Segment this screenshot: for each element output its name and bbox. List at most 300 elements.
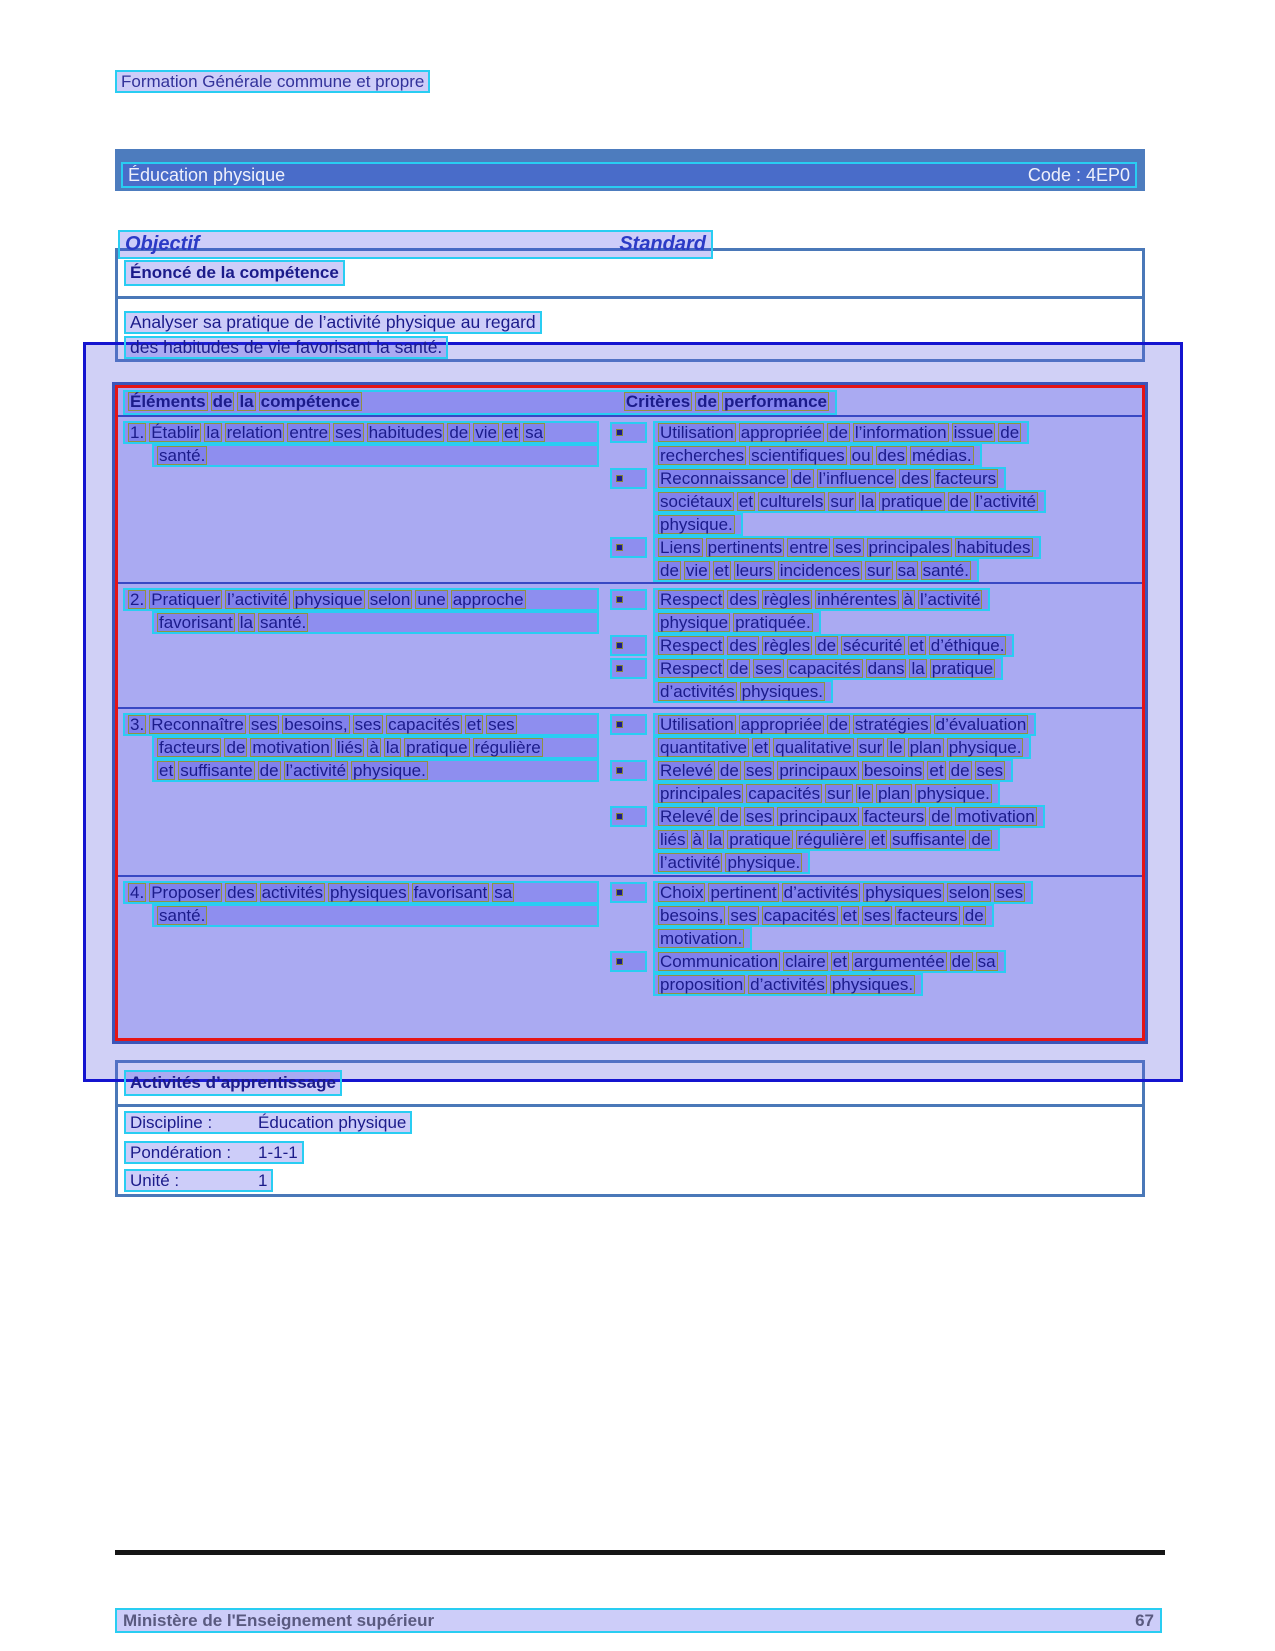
word-box: l’activité (227, 590, 288, 609)
criteria-item (610, 657, 1136, 703)
word-box: de (697, 392, 718, 411)
word-box: médias. (912, 446, 972, 465)
line-strip (152, 611, 599, 634)
activites-divider (118, 1104, 1142, 1107)
word-box: d’activités (750, 975, 825, 994)
bullet-strip (610, 760, 647, 781)
word-box: inhérentes (817, 590, 897, 609)
bullet-strip (610, 951, 647, 972)
word-box: vie (685, 561, 708, 580)
word-box: Respect (660, 659, 723, 678)
bullet-icon (616, 642, 623, 649)
word-box: proposition (660, 975, 744, 994)
bullet-icon (616, 958, 623, 965)
criteria-line (653, 950, 1006, 973)
bullet-strip (610, 658, 647, 679)
line-strip (653, 805, 1045, 828)
word-box: stratégies (854, 715, 929, 734)
word-box: plan (877, 784, 911, 803)
criteria-line (653, 513, 1046, 536)
bullet-icon (616, 721, 623, 728)
word-box: facteurs (935, 469, 997, 488)
element-line (152, 904, 599, 927)
bullet-strip (610, 714, 647, 735)
word-box: physique (294, 590, 363, 609)
word-box: Utilisation (660, 715, 734, 734)
word-box: appropriée (740, 423, 822, 442)
enonce-heading: Énoncé de la compétence (124, 260, 345, 286)
word-box: relation (226, 423, 283, 442)
line-strip (152, 444, 599, 467)
word-box: de (964, 906, 984, 925)
word-box: des (729, 636, 757, 655)
word-box: physiques (330, 883, 407, 902)
criteria-line (653, 611, 990, 634)
word-box: et (832, 952, 847, 971)
word-box: 3. (130, 715, 145, 734)
criteria-line (653, 421, 1029, 444)
word-box: régulière (797, 830, 864, 849)
criteria-lines (653, 467, 1046, 536)
word-box: leurs (735, 561, 773, 580)
word-box: l’influence (818, 469, 895, 488)
element-line (123, 881, 599, 904)
word-box: ses (996, 883, 1023, 902)
word-box: ses (755, 659, 782, 678)
word-box: pratique (881, 492, 943, 511)
field-value: Éducation physique (258, 1113, 407, 1132)
field-value: 1 (258, 1171, 268, 1190)
word-box: de (719, 807, 739, 826)
word-box: ou (851, 446, 871, 465)
bullet-strip (610, 422, 647, 443)
activites-box (115, 1060, 1145, 1197)
word-box: de (729, 659, 749, 678)
criteria-line (653, 490, 1046, 513)
word-box: quantitative (660, 738, 747, 757)
criteria-item (610, 759, 1136, 805)
criteria-lines (653, 759, 1013, 805)
word-box: besoins, (284, 715, 348, 734)
word-box: compétence (260, 392, 360, 411)
word-box: pratique (729, 830, 791, 849)
footer-ministry: Ministère de l'Enseignement supérieur (123, 1610, 435, 1630)
line-strip (653, 588, 990, 611)
criteria-line (653, 713, 1036, 736)
word-box: besoins, (660, 906, 724, 925)
word-box: de (828, 715, 848, 734)
word-box: physiques. (831, 975, 914, 994)
element-cell (118, 881, 607, 1038)
column-header-criteres (624, 392, 832, 413)
table-row (118, 709, 1142, 877)
word-box: de (259, 761, 279, 780)
line-strip (653, 759, 1013, 782)
criteria-item (610, 421, 1136, 467)
word-box: et (753, 738, 769, 757)
criteria-line (653, 680, 1003, 703)
line-strip (123, 588, 599, 611)
line-strip (653, 513, 743, 536)
word-box: 2. (130, 590, 145, 609)
word-box: motivation (957, 807, 1035, 826)
word-box: la (708, 830, 723, 849)
word-box: sa (897, 561, 916, 580)
word-box: entre (289, 423, 329, 442)
field-ponderation (124, 1141, 304, 1164)
word-box: la (860, 492, 875, 511)
word-box: d’évaluation (935, 715, 1027, 734)
enonce-line: Analyser sa pratique de l’activité physique au regard (124, 311, 542, 334)
word-box: l’activité (285, 761, 347, 780)
word-box: entre (789, 538, 829, 557)
word-box: sécurité (843, 636, 903, 655)
element-cell (118, 421, 607, 582)
criteria-line (653, 657, 1003, 680)
word-box: facteurs (897, 906, 958, 925)
line-strip (653, 851, 810, 874)
footer-rule (115, 1550, 1165, 1555)
element-line (152, 759, 599, 782)
course-title: Éducation physique (128, 164, 286, 185)
word-box: sa (977, 952, 996, 971)
word-box: Respect (660, 636, 723, 655)
word-box: ses (730, 906, 757, 925)
word-box: besoins (863, 761, 923, 780)
element-line (123, 421, 599, 444)
word-box: capacités (388, 715, 460, 734)
field-unite (124, 1169, 273, 1192)
word-box: habitudes (368, 423, 443, 442)
criteria-lines (653, 805, 1045, 874)
word-box: la (239, 392, 254, 411)
enonce-divider (118, 296, 1142, 299)
word-box: physique. (917, 784, 990, 803)
word-box: une (417, 590, 446, 609)
bullet-icon (616, 544, 623, 551)
word-box: culturels (760, 492, 824, 511)
title-bar-strip (121, 162, 1137, 188)
criteria-lines (653, 634, 1014, 657)
word-box: dans (867, 659, 905, 678)
element-line (152, 611, 599, 634)
word-box: plan (909, 738, 942, 757)
word-box: de (212, 392, 233, 411)
field-label: Unité : (130, 1171, 180, 1190)
table-row (118, 584, 1142, 709)
word-box: Pratiquer (151, 590, 221, 609)
word-box: d’éthique. (930, 636, 1005, 655)
criteria-item (610, 805, 1136, 874)
line-strip (653, 421, 1029, 444)
word-box: la (385, 738, 400, 757)
column-header-elements (128, 392, 365, 413)
line-strip (653, 444, 982, 467)
word-box: principales (868, 538, 950, 557)
word-box: Critères (625, 392, 691, 411)
word-box: et (714, 561, 729, 580)
word-box: Respect (660, 590, 723, 609)
word-box: ses (250, 715, 278, 734)
word-box: à (369, 738, 379, 757)
criteria-lines (653, 588, 990, 634)
word-box: ses (745, 761, 773, 780)
bullet-strip (610, 806, 647, 827)
word-box: règles (763, 590, 811, 609)
line-strip (653, 782, 1000, 805)
word-box: sa (525, 423, 544, 442)
criteria-line (653, 536, 1041, 559)
word-box: pertinent (710, 883, 777, 902)
line-strip (653, 904, 994, 927)
field-label: Discipline : (130, 1113, 213, 1132)
word-box: santé. (259, 613, 307, 632)
word-box: principales (660, 784, 742, 803)
line-strip (653, 927, 752, 950)
criteria-cell (607, 713, 1142, 875)
line-strip (653, 490, 1046, 513)
criteria-line (653, 973, 1006, 996)
word-box: pratiquée. (735, 613, 811, 632)
word-box: et (738, 492, 754, 511)
element-cell (118, 713, 607, 875)
word-box: de (226, 738, 246, 757)
criteria-line (653, 588, 990, 611)
objectif-label: Objectif (125, 233, 200, 255)
line-strip (653, 881, 1033, 904)
criteria-item (610, 950, 1136, 996)
bullet-strip (610, 589, 647, 610)
word-box: physique. (948, 738, 1022, 757)
criteria-item (610, 713, 1136, 759)
word-box: physique (660, 613, 729, 632)
word-box: à (692, 830, 702, 849)
bullet-icon (616, 813, 623, 820)
line-strip (123, 881, 599, 904)
line-strip (653, 536, 1041, 559)
criteria-line (653, 904, 1033, 927)
word-box: physique. (727, 853, 801, 872)
word-box: ses (354, 715, 382, 734)
table-header-row (118, 388, 1142, 417)
word-box: des (729, 590, 757, 609)
criteria-cell (607, 588, 1142, 707)
word-box: Proposer (151, 883, 221, 902)
bullet-strip (610, 635, 647, 656)
word-box: d’activités (660, 682, 735, 701)
word-box: régulière (474, 738, 541, 757)
bullet-strip (610, 882, 647, 903)
criteria-item (610, 881, 1136, 950)
word-box: suffisante (892, 830, 965, 849)
word-box: Communication (660, 952, 779, 971)
bullet-icon (616, 767, 623, 774)
word-box: des (901, 469, 929, 488)
word-box: capacités (788, 659, 861, 678)
criteria-line (653, 634, 1014, 657)
bullet-icon (616, 596, 623, 603)
word-box: l’activité (919, 590, 981, 609)
activites-heading: Activités d’apprentissage (124, 1070, 342, 1096)
word-box: favorisant (159, 613, 233, 632)
word-box: sur (867, 561, 891, 580)
word-box: facteurs (159, 738, 220, 757)
word-box: approche (452, 590, 524, 609)
word-box: Reconnaissance (660, 469, 786, 488)
criteria-line (653, 828, 1045, 851)
element-line (123, 713, 599, 736)
word-box: activités (261, 883, 324, 902)
word-box: Relevé (660, 807, 713, 826)
word-box: motivation. (660, 929, 743, 948)
word-box: et (842, 906, 857, 925)
word-box: performance (724, 392, 827, 411)
word-box: principaux (779, 807, 857, 826)
footer-page-number: 67 (1135, 1610, 1154, 1630)
word-box: recherches (660, 446, 745, 465)
word-box: et (929, 761, 944, 780)
word-box: ses (863, 906, 891, 925)
word-box: habitudes (956, 538, 1031, 557)
bullet-icon (616, 475, 623, 482)
word-box: Liens (660, 538, 701, 557)
title-bar (115, 149, 1145, 191)
word-box: la (239, 613, 253, 632)
line-strip (653, 973, 923, 996)
word-box: sociétaux (660, 492, 732, 511)
line-strip (653, 467, 1006, 490)
word-box: de (792, 469, 812, 488)
bullet-strip (610, 468, 647, 489)
criteria-item (610, 588, 1136, 634)
word-box: selon (948, 883, 990, 902)
word-box: de (719, 761, 739, 780)
line-strip (653, 559, 979, 582)
element-line (152, 444, 599, 467)
word-box: le (889, 738, 903, 757)
word-box: suffisante (180, 761, 253, 780)
bullet-icon (616, 889, 623, 896)
criteria-line (653, 559, 1041, 582)
word-box: santé. (922, 561, 969, 580)
word-box: Éléments (130, 392, 206, 411)
section-labels-strip (118, 230, 713, 259)
word-box: sur (858, 738, 883, 757)
word-box: physique. (660, 515, 733, 534)
element-line (152, 736, 599, 759)
word-box: appropriée (740, 715, 822, 734)
word-box: sur (827, 784, 851, 803)
criteria-line (653, 881, 1033, 904)
word-box: sur (830, 492, 854, 511)
word-box: de (951, 952, 971, 971)
bullet-icon (616, 429, 623, 436)
word-box: claire (785, 952, 826, 971)
field-discipline (124, 1111, 412, 1134)
word-box: et (159, 761, 174, 780)
word-box: l’activité (975, 492, 1037, 511)
line-strip (152, 736, 599, 759)
line-strip (653, 634, 1014, 657)
word-box: le (857, 784, 871, 803)
word-box: Établir (151, 423, 200, 442)
line-strip (653, 828, 1000, 851)
criteria-item (610, 467, 1136, 536)
line-strip (653, 713, 1036, 736)
line-strip (653, 680, 833, 703)
criteria-lines (653, 536, 1041, 582)
criteria-lines (653, 421, 1029, 467)
word-box: sa (494, 883, 513, 902)
criteria-item (610, 536, 1136, 582)
word-box: liés (336, 738, 363, 757)
standard-label: Standard (619, 233, 706, 255)
word-box: principaux (779, 761, 857, 780)
word-box: Reconnaître (151, 715, 244, 734)
line-strip (653, 611, 821, 634)
word-box: des (877, 446, 906, 465)
word-box: incidences (779, 561, 861, 580)
word-box: facteurs (863, 807, 925, 826)
criteria-line (653, 927, 1033, 950)
criteria-line (653, 782, 1013, 805)
word-box: Relevé (660, 761, 713, 780)
criteria-lines (653, 657, 1003, 703)
word-box: santé. (159, 446, 206, 465)
word-box: de (660, 561, 679, 580)
criteria-line (653, 805, 1045, 828)
word-box: scientifiques (751, 446, 845, 465)
bullet-strip (610, 537, 647, 558)
line-strip (653, 950, 1006, 973)
word-box: et (909, 636, 924, 655)
word-box: ses (835, 538, 862, 557)
word-box: la (911, 659, 925, 678)
word-box: santé. (159, 906, 206, 925)
word-box: d’activités (783, 883, 859, 902)
criteria-cell (607, 881, 1142, 1038)
criteria-line (653, 736, 1036, 759)
criteria-lines (653, 881, 1033, 950)
word-box: de (950, 761, 970, 780)
competence-table (115, 385, 1145, 1041)
word-box: de (828, 423, 848, 442)
word-box: qualitative (775, 738, 852, 757)
line-strip (123, 713, 599, 736)
criteria-cell (607, 421, 1142, 582)
word-box: l’activité (660, 853, 721, 872)
criteria-line (653, 851, 1045, 874)
word-box: Choix (660, 883, 704, 902)
element-cell (118, 588, 607, 707)
word-box: à (903, 590, 913, 609)
word-box: 4. (130, 883, 145, 902)
word-box: ses (488, 715, 515, 734)
table-row (118, 417, 1142, 584)
footer-strip (115, 1608, 1162, 1633)
line-strip (653, 736, 1031, 759)
course-code: Code : 4EP0 (1027, 164, 1130, 185)
word-box: et (466, 715, 482, 734)
word-box: 1. (130, 423, 145, 442)
criteria-item (610, 634, 1136, 657)
word-box: de (1000, 423, 1020, 442)
word-box: et (870, 830, 885, 849)
word-box: de (817, 636, 837, 655)
word-box: physiques. (741, 682, 823, 701)
enonce-box (115, 248, 1145, 362)
word-box: capacités (763, 906, 836, 925)
